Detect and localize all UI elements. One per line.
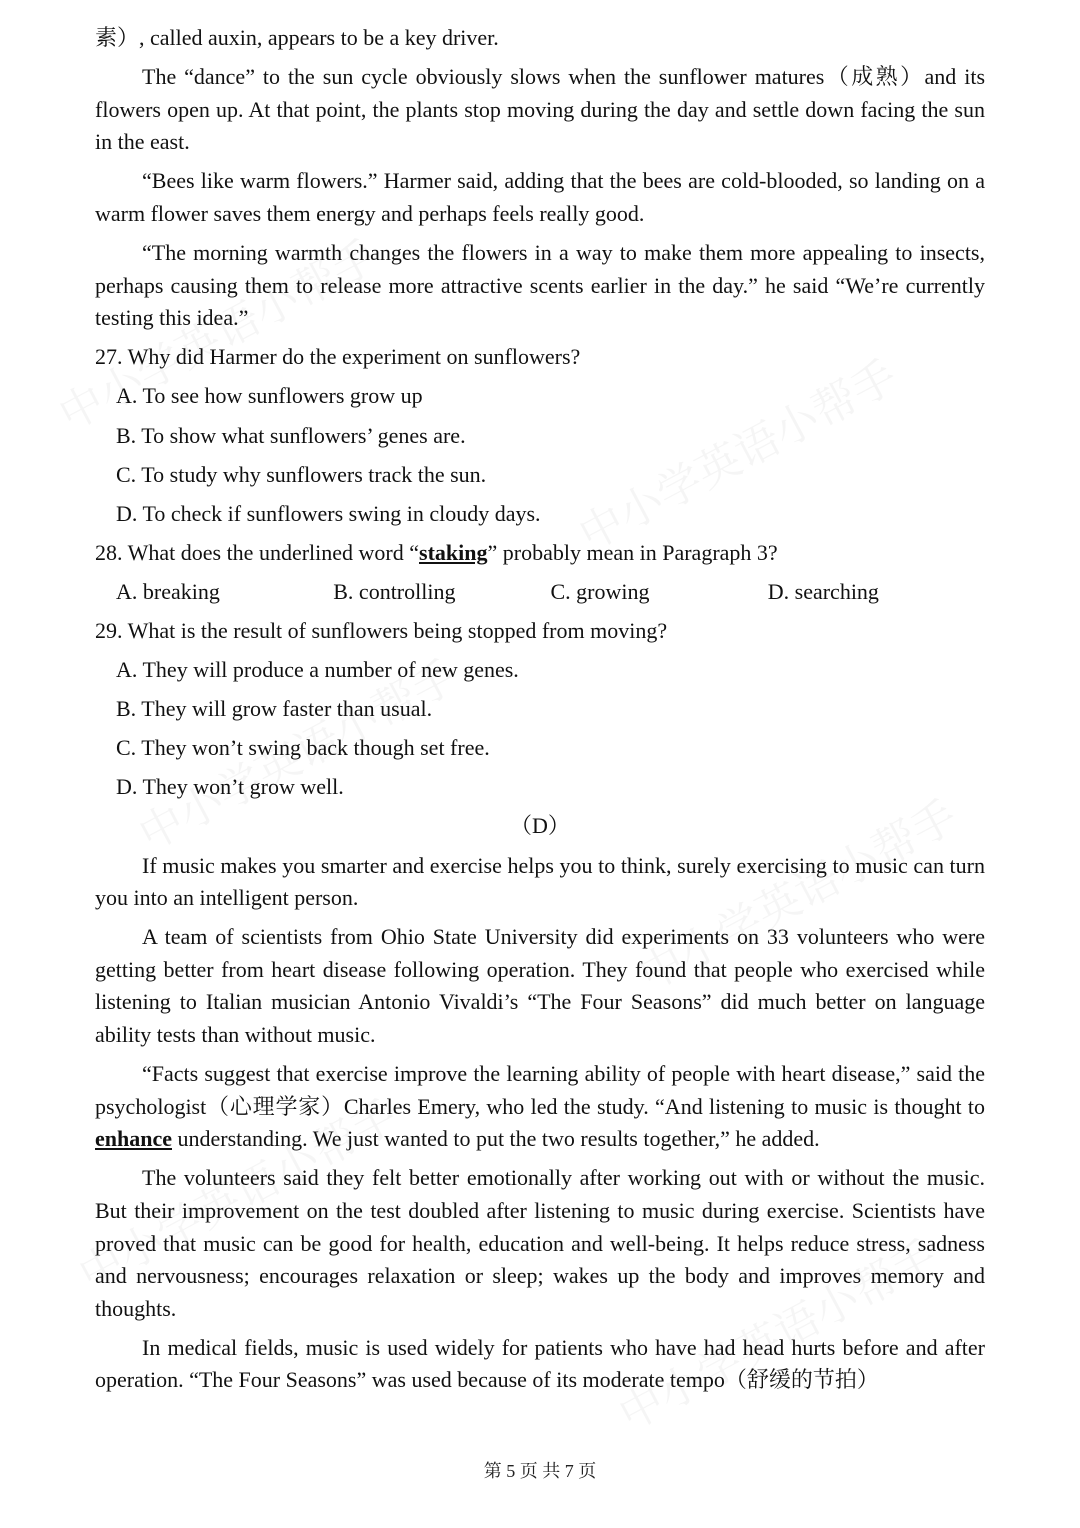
option-b: B. To show what sunflowers’ genes are.: [116, 422, 466, 448]
question-stem: 27. Why did Harmer do the experiment on sunflowers?: [95, 344, 581, 370]
passage-d-paragraph: A team of scientists from Ohio State University did experiments on 33 volunteers who were getting better from heart disease following operation. They found that people who exercised while listening to Italian musician Antonio Vivaldi’s “The Four Seasons” did much better on language ability tests than without music.: [95, 924, 985, 1048]
passage-c-paragraph: The “dance” to the sun cycle obviously slows when the sunflower matures（成熟）and its flowers open up. At that point, the plants stop moving during the day and settle down facing the sun in the east.: [95, 64, 985, 155]
stem-part: 28. What does the underlined word “: [95, 539, 420, 565]
passage-d-paragraph: In medical fields, music is used widely for patients who have had head hurts before and after operation. “The Four Seasons” was used because of its moderate tempo（舒缓的节拍）: [95, 1334, 985, 1393]
option-a: A. breaking: [116, 578, 220, 604]
passage-c-paragraph: “The morning warmth changes the flowers in a way to make them more appealing to insects, perhaps causing them to release more attractive scents earlier in the day.” he said “We’re currently testing this idea.”: [95, 240, 985, 331]
option-b: B. They will grow faster than usual.: [116, 696, 433, 722]
option-d: D. They won’t grow well.: [116, 774, 344, 800]
options-row: [95, 576, 985, 609]
stem-part: ” probably mean in Paragraph 3?: [487, 539, 778, 565]
option-a: A. They will produce a number of new genes.: [116, 657, 519, 683]
passage-c-paragraph: 素）, called auxin, appears to be a key driver.: [95, 25, 499, 50]
passage-c-paragraph: “Bees like warm flowers.” Harmer said, adding that the bees are cold-blooded, so landing on a warm flower saves them energy and perhaps feels really good.: [95, 168, 985, 226]
passage-d-paragraph: [95, 1058, 985, 1156]
question-stem: [95, 537, 985, 570]
question-28: [95, 537, 985, 609]
option-d: D. searching: [767, 578, 879, 604]
paragraph-part: “Facts suggest that exercise improve the learning ability of people with heart disease,” said the psychologist（心理学家）Charles Emery, who led the study. “And listening to music is thought to: [95, 1061, 985, 1119]
underlined-word: staking: [419, 539, 488, 565]
page-footer: 第 5 页 共 7 页: [483, 1461, 597, 1481]
option-b: B. controlling: [333, 578, 456, 604]
exam-page: [95, 22, 985, 1404]
option-a: A. To see how sunflowers grow up: [116, 383, 423, 409]
option-c: C. They won’t swing back though set free.: [116, 735, 490, 761]
question-27: [95, 341, 985, 530]
passage-d-paragraph: The volunteers said they felt better emotionally after working out with or without the music. But their improvement on the test doubled after listening to music during exercise. Scientists have proved that music can be good for health, education and well-being. It helps reduce stress, sadness and nervousness; encourages relaxation or sleep; wakes up the body and improves memory and thoughts.: [95, 1165, 985, 1321]
option-d: D. To check if sunflowers swing in cloudy days.: [116, 500, 541, 526]
underlined-word: enhance: [95, 1126, 172, 1152]
option-c: C. growing: [550, 578, 650, 604]
section-heading: （D）: [510, 813, 570, 839]
question-29: [95, 615, 985, 804]
paragraph-part: understanding. We just wanted to put the two results together,” he added.: [172, 1126, 820, 1152]
passage-d-paragraph: If music makes you smarter and exercise helps you to think, surely exercising to music can turn you into an intelligent person.: [95, 852, 985, 911]
question-stem: 29. What is the result of sunflowers being stopped from moving?: [95, 618, 668, 643]
option-c: C. To study why sunflowers track the sun.: [116, 461, 487, 487]
